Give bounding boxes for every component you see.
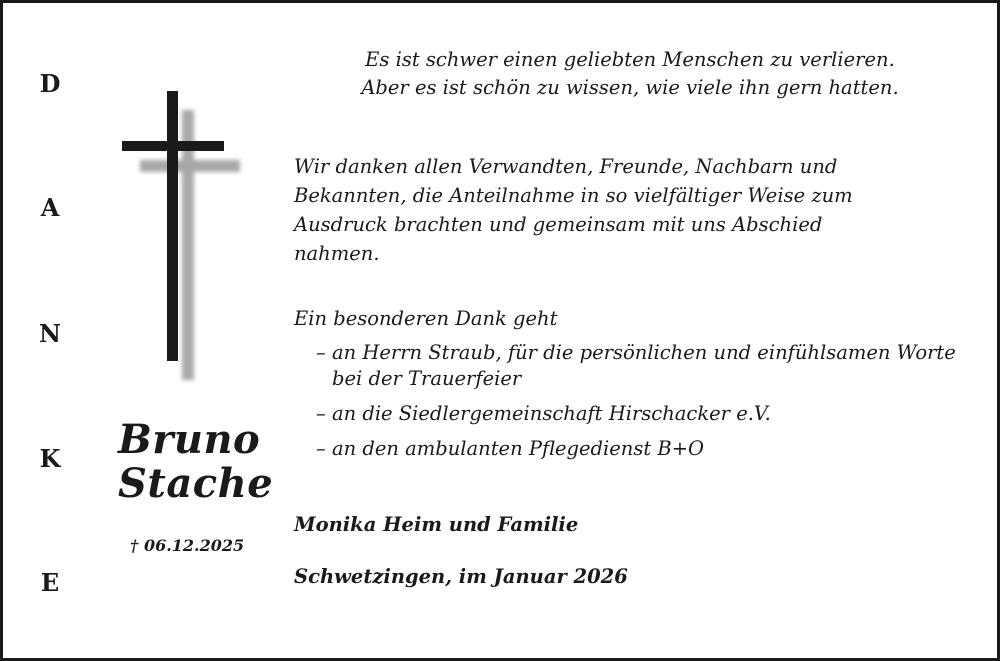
cross-foreground	[122, 91, 224, 361]
list-item: – an die Siedlergemeinschaft Hirschacker e.V.	[316, 402, 771, 425]
thanks-line-4: nahmen.	[294, 242, 380, 265]
thanks-line-2: Bekannten, die Anteilnahme in so vielfältiger Weise zum	[294, 184, 853, 207]
place-date: Schwetzingen, im Januar 2026	[294, 565, 628, 588]
thanks-paragraph	[294, 152, 934, 268]
quote-line-2: Aber es ist schön zu wissen, wie viele ihn gern hatten.	[361, 76, 899, 99]
thanks-line-1: Wir danken allen Verwandten, Freunde, Nachbarn und	[294, 155, 838, 178]
quote	[300, 46, 960, 102]
special-thanks-list	[316, 340, 976, 471]
special-thanks-intro: Ein besonderen Dank geht	[294, 307, 558, 330]
death-date: † 06.12.2025	[130, 536, 245, 555]
danke-letter-d: D	[39, 69, 61, 98]
deceased-name	[118, 418, 273, 506]
deceased-first-name: Bruno	[118, 416, 261, 463]
signature: Monika Heim und Familie	[294, 513, 579, 536]
deceased-last-name: Stache	[118, 460, 274, 507]
cross-icon	[118, 88, 248, 388]
danke-letter-n: N	[39, 319, 61, 348]
list-item: – an Herrn Straub, für die persönlichen und einfühlsamen Worte bei der Trauerfeier	[316, 341, 956, 390]
danke-letter-e: E	[40, 568, 60, 597]
danke-letter-a: A	[40, 193, 60, 222]
danke-letter-k: K	[39, 444, 61, 473]
thanks-line-3: Ausdruck brachten und gemeinsam mit uns Abschied	[294, 213, 823, 236]
quote-line-1: Es ist schwer einen geliebten Menschen zu verlieren.	[365, 48, 895, 71]
list-item: – an den ambulanten Pflegedienst B+O	[316, 437, 705, 460]
